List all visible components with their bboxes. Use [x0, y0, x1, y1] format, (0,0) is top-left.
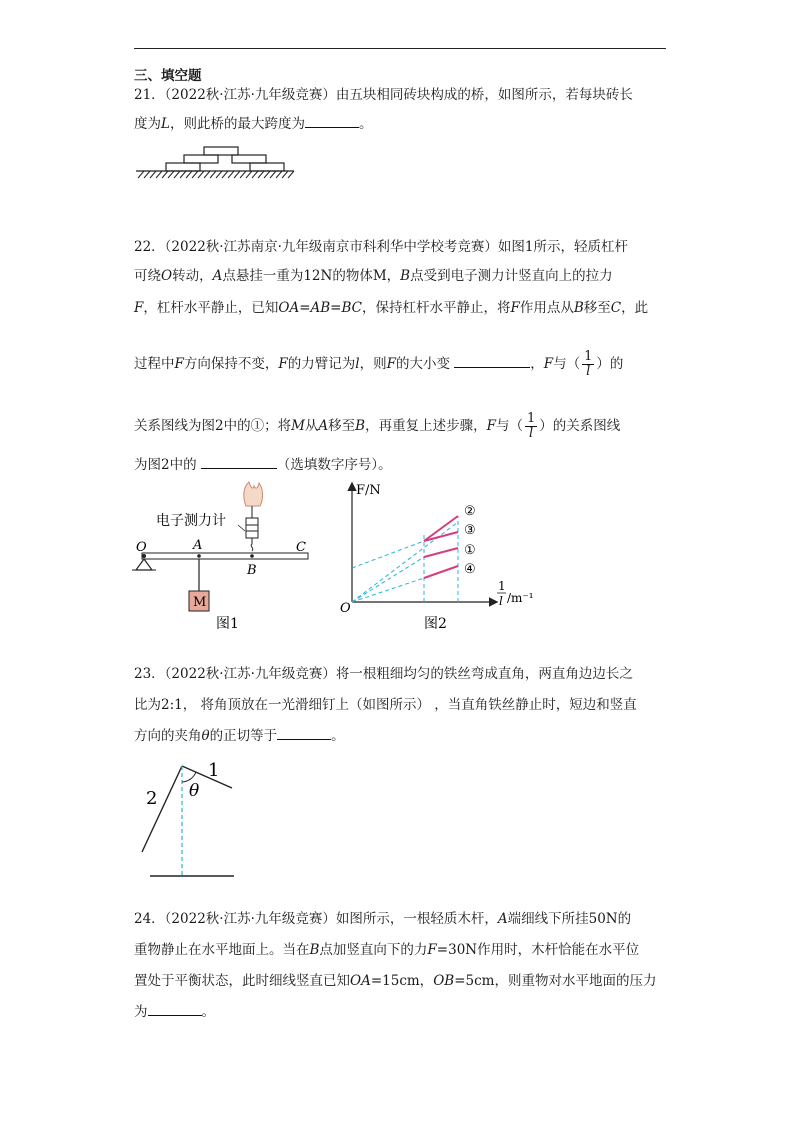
x-axis-unit: /m⁻¹	[507, 591, 534, 605]
series-label-1: ①	[464, 543, 476, 558]
brick-left-base	[166, 163, 200, 171]
hatch-mark	[204, 171, 210, 178]
ground-hatch	[138, 171, 294, 178]
hand-icon	[244, 482, 263, 506]
hatch-mark	[234, 171, 240, 178]
hatch-mark	[258, 171, 264, 178]
hatch-mark	[138, 171, 144, 178]
hatch-mark	[240, 171, 246, 178]
q22-line-2: 可绕O转动，A点悬挂一重为12N的物体M，B点受到电子测力计竖直向上的拉力	[134, 268, 613, 284]
brick-right-upper	[232, 155, 266, 163]
hatch-mark	[162, 171, 168, 178]
q22-line-5: 关系图线为图2中的①；将M从A移至B，再重复上述步骤，F与（ $\frac{1}{l}$ ）的关系图线	[134, 411, 621, 441]
pivot-triangle	[136, 559, 152, 570]
q21-bridge-figure	[134, 140, 296, 180]
q22-line-1: 22．（2022秋·江苏南京·九年级南京市科利华中学校考竞赛）如图1所示，轻质杠杆	[134, 239, 628, 255]
force-meter-icon	[246, 506, 258, 551]
series-4-line	[424, 566, 458, 578]
q22-line-3: F，杠杆水平静止，已知OA=AB=BC，保持杠杆水平静止，将F作用点从B移至C，此	[134, 300, 649, 316]
fig1-caption: 图1	[216, 616, 239, 632]
q24-answer-blank[interactable]	[148, 1003, 202, 1016]
y-axis-label: F/N	[356, 483, 381, 498]
hatch-mark	[252, 171, 258, 178]
q23-right-angle-wire-figure	[134, 752, 254, 884]
series-label-2: ②	[464, 504, 476, 519]
hatch-mark	[150, 171, 156, 178]
hatch-mark	[222, 171, 228, 178]
q22-figure-2-graph	[336, 478, 566, 638]
long-side	[142, 766, 182, 852]
q23-answer-blank[interactable]	[277, 727, 331, 740]
hatch-mark	[186, 171, 192, 178]
q21-line-1: 21．（2022秋·江苏·九年级竞赛）由五块相同砖块构成的桥，如图所示，若每块砖长	[134, 87, 633, 103]
q23-line-3: 方向的夹角θ的正切等于 。	[134, 728, 345, 744]
hatch-mark	[228, 171, 234, 178]
hatch-mark	[282, 171, 288, 178]
q21-answer-blank[interactable]	[305, 115, 359, 128]
hatch-mark	[192, 171, 198, 178]
hatch-mark	[168, 171, 174, 178]
brick-left-upper	[184, 155, 218, 163]
x-axis-label-den: l	[499, 594, 503, 608]
q22-line-6: 为图2中的 （选填数字序号）。	[134, 457, 392, 473]
hatch-mark	[198, 171, 204, 178]
q22-answer-blank-1[interactable]	[454, 355, 530, 368]
svg-text:θ: θ	[189, 781, 200, 801]
hatch-mark	[210, 171, 216, 178]
section-title: 三、填空题	[134, 68, 202, 84]
q24-line-2: 重物静止在水平地面上。当在B点加竖直向下的力F=30N作用时，木杆恰能在水平位	[134, 942, 640, 958]
fraction-1-over-l-2: $\frac{1}{l}$	[526, 411, 536, 441]
fraction-1-over-l: $\frac{1}{l}$	[584, 349, 593, 379]
hatch-mark	[270, 171, 276, 178]
q24-line-3: 置处于平衡状态，此时细线竖直已知OA=15cm，OB=5cm，则重物对水平地面的压力	[134, 973, 657, 989]
series-1-line	[424, 548, 458, 557]
hatch-mark	[246, 171, 252, 178]
hatch-mark	[174, 171, 180, 178]
fig1-meter-label: 电子测力计	[156, 513, 226, 529]
svg-text:M: M	[193, 595, 207, 610]
q23-line-1: 23．（2022秋·江苏·九年级竞赛）将一根粗细均匀的铁丝弯成直角，两直角边边长之	[134, 666, 633, 682]
q24-line-1: 24．（2022秋·江苏·九年级竞赛）如图所示，一根轻质木杆，A端细线下所挂50N的	[134, 911, 632, 927]
svg-text:2: 2	[146, 788, 158, 809]
series-label-3: ③	[464, 523, 476, 538]
fig2-caption: 图2	[424, 616, 447, 632]
q22-answer-blank-2[interactable]	[201, 456, 277, 469]
q21-line-2: 度为L，则此桥的最大跨度为 。	[134, 116, 373, 132]
x-axis-label-num: 1	[498, 579, 506, 593]
q22-line-4: 过程中F方向保持不变，F的力臂记为l，则F的大小变 ，F与（ $\frac{1}{l}$ ）的	[134, 349, 624, 379]
hatch-mark	[276, 171, 282, 178]
hatch-mark	[216, 171, 222, 178]
page-top-rule	[134, 48, 666, 49]
series-label-4: ④	[464, 562, 476, 577]
q22-figure-1-lever	[128, 478, 328, 638]
hatch-mark	[288, 171, 294, 178]
svg-text:C: C	[296, 540, 306, 555]
hatch-mark	[180, 171, 186, 178]
hatch-mark	[264, 171, 270, 178]
q24-line-4: 为 。	[134, 1004, 215, 1020]
q23-line-2: 比为2:1， 将角顶放在一光滑细钉上（如图所示） ，当直角铁丝静止时，短边和竖直	[134, 697, 637, 713]
brick-right-base	[250, 163, 284, 171]
graph-origin: O	[340, 601, 351, 616]
svg-text:O: O	[136, 540, 147, 555]
lever-bar	[142, 553, 308, 559]
brick-top	[204, 147, 238, 155]
hatch-mark	[156, 171, 162, 178]
svg-text:B: B	[247, 563, 257, 578]
hatch-mark	[144, 171, 150, 178]
svg-text:1: 1	[208, 760, 220, 781]
svg-text:A: A	[193, 538, 203, 553]
